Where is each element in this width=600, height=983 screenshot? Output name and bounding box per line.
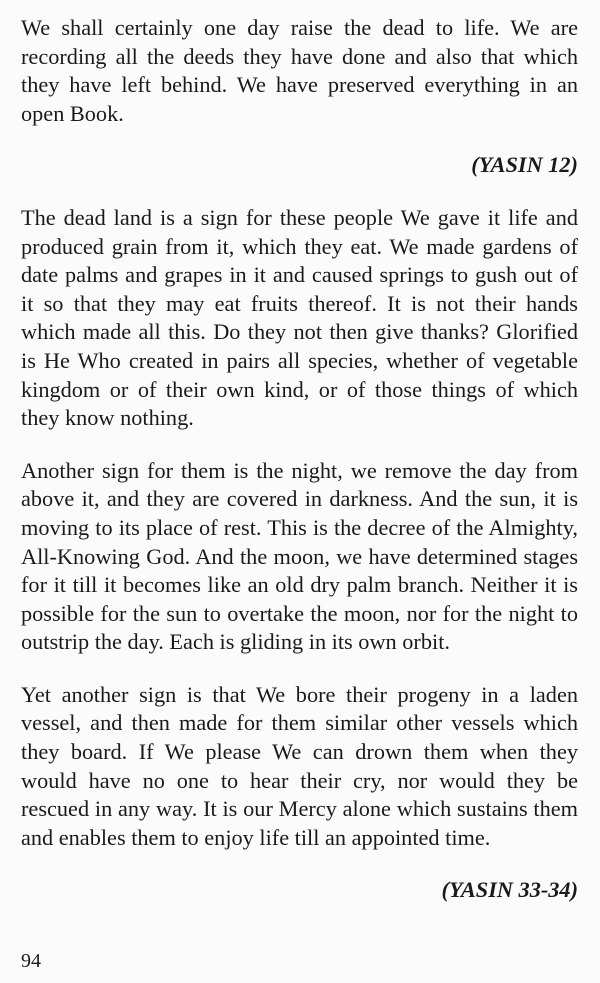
citation-yasin-33-34: (YASIN 33-34) xyxy=(441,877,578,903)
paragraph-4: Yet another sign is that We bore their progeny in a laden vessel, and then made for them similar other vessels which they board. If We please We can drown them when they would have no one to hear their cry, nor would they be rescued in any way. It is our Mercy alone which sustains them and enables them to enjoy life till an appointed time. xyxy=(21,681,578,850)
citation-yasin-12: (YASIN 12) xyxy=(471,152,578,178)
paragraph-3: Another sign for them is the night, we remove the day from above it, and they are covered in darkness. And the sun, it is moving to its place of rest. This is the decree of the Almighty, All-Knowing God. And the moon, we have determined stages for it till it becomes like an old dry palm branch. Neither it is possible for the sun to overtake the moon, nor for the night to outstrip the day. Each is gliding in its own orbit. xyxy=(21,457,578,655)
paragraph-2: The dead land is a sign for these people We gave it life and produced grain from it, which they eat. We made gardens of date palms and grapes in it and caused springs to gush out of it so that they may eat fruits thereof. It is not their hands which made all this. Do they not then give thanks? Glorified is He Who created in pairs all species, whether of vegetable kingdom or of their own kind, or of those things of which they know nothing. xyxy=(21,204,578,431)
page-number: 94 xyxy=(21,950,41,972)
page-body xyxy=(21,14,578,905)
paragraph-1: We shall certainly one day raise the dead to life. We are recording all the deeds they have done and also that which they have left behind. We have preserved everything in an open Book. xyxy=(21,15,578,126)
